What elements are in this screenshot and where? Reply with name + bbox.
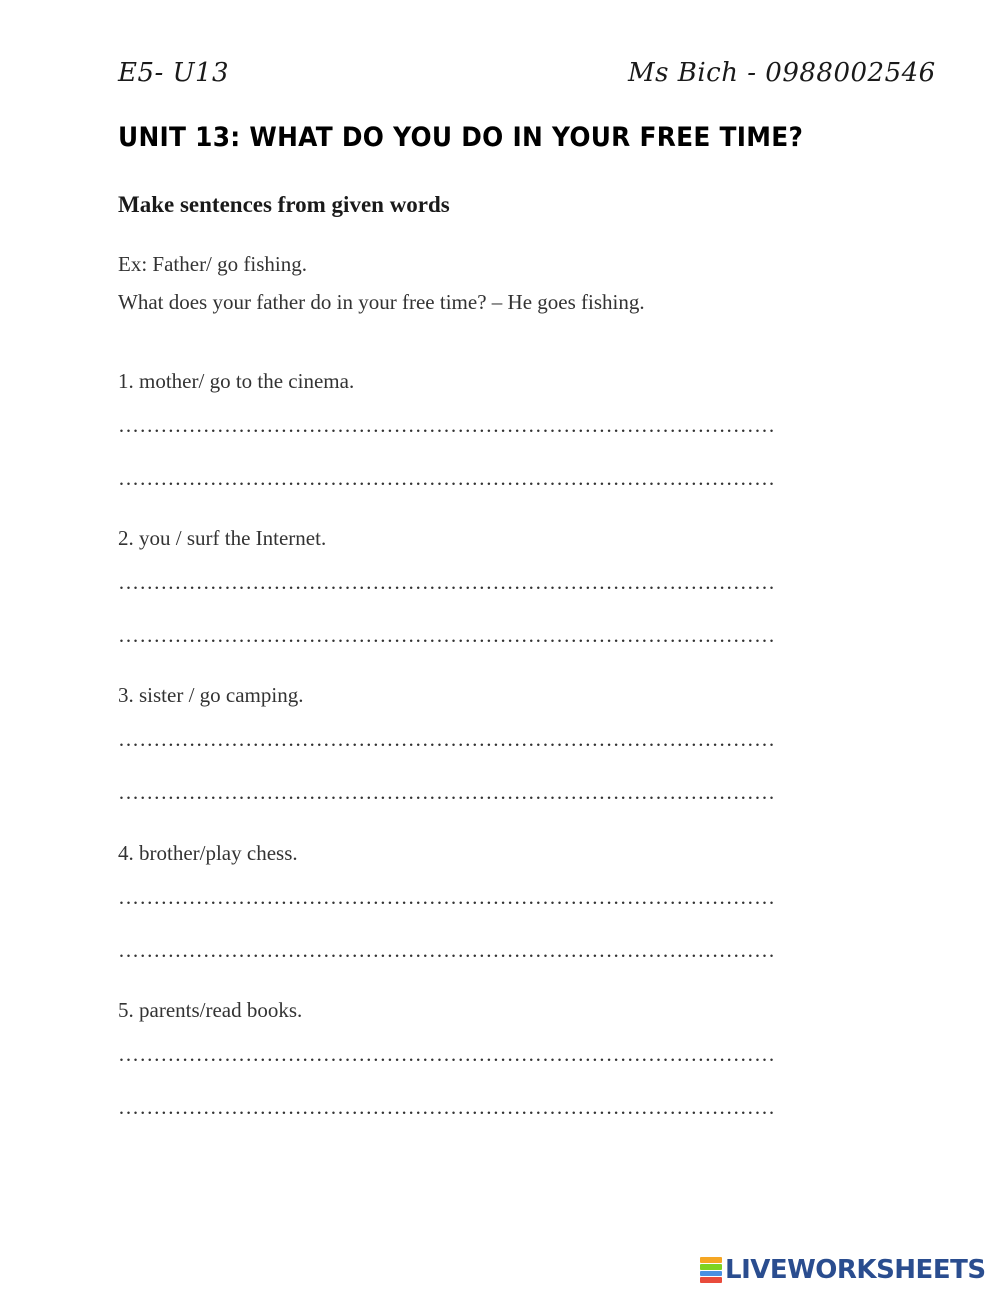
question-2 — [118, 526, 818, 686]
example-prompt: Ex: Father/ go fishing. — [118, 252, 307, 276]
answer-line[interactable]: ………………………………………………………………………………… — [118, 885, 776, 909]
answer-line[interactable]: ………………………………………………………………………………… — [118, 623, 776, 647]
worksheet-code: E5- U13 — [118, 58, 230, 88]
question-text: 3. sister / go camping. — [118, 683, 304, 707]
answer-line[interactable]: ………………………………………………………………………………… — [118, 727, 776, 751]
question-4 — [118, 841, 818, 1001]
question-text: 4. brother/play chess. — [118, 841, 298, 865]
answer-line[interactable]: ………………………………………………………………………………… — [118, 938, 776, 962]
answer-line[interactable]: ………………………………………………………………………………… — [118, 780, 776, 804]
question-1 — [118, 369, 818, 529]
question-text: 1. mother/ go to the cinema. — [118, 369, 355, 393]
answer-line[interactable]: ………………………………………………………………………………… — [118, 1095, 776, 1119]
liveworksheets-icon — [700, 1257, 722, 1283]
instruction-heading: Make sentences from given words — [118, 192, 450, 217]
teacher-contact: Ms Bich - 0988002546 — [628, 58, 936, 88]
example-answer: What does your father do in your free time? – He goes fishing. — [118, 290, 645, 314]
logo-text: LIVEWORKSHEETS — [725, 1255, 986, 1285]
answer-line[interactable]: ………………………………………………………………………………… — [118, 570, 776, 594]
question-text: 2. you / surf the Internet. — [118, 526, 327, 550]
answer-line[interactable]: ………………………………………………………………………………… — [118, 413, 776, 437]
answer-line[interactable]: ………………………………………………………………………………… — [118, 466, 776, 490]
question-text: 5. parents/read books. — [118, 998, 303, 1022]
question-3 — [118, 683, 818, 843]
liveworksheets-logo — [700, 1256, 986, 1284]
question-5 — [118, 998, 818, 1158]
page-title: UNIT 13: WHAT DO YOU DO IN YOUR FREE TIME? — [118, 122, 804, 153]
answer-line[interactable]: ………………………………………………………………………………… — [118, 1042, 776, 1066]
